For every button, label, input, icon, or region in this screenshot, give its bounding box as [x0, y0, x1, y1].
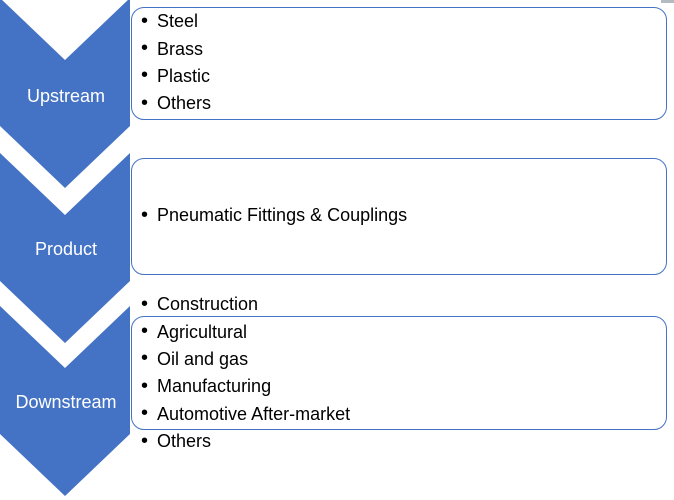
- scrollbar-artifact: [661, 0, 674, 3]
- bullet-icon: •: [141, 429, 149, 452]
- bullet-icon: •: [141, 37, 149, 60]
- list-item: [141, 291, 350, 318]
- list-item: [141, 8, 211, 35]
- bullet-icon: •: [141, 203, 149, 226]
- items-list-product: [141, 202, 407, 229]
- list-item-text: Manufacturing: [157, 376, 272, 397]
- list-item-text: Automotive After-market: [157, 403, 351, 424]
- list-item: [141, 401, 350, 428]
- items-list-upstream: [141, 8, 211, 118]
- bullet-icon: •: [141, 374, 149, 397]
- list-item: [141, 90, 211, 117]
- bullet-icon: •: [141, 320, 149, 343]
- bullet-icon: •: [141, 64, 149, 87]
- list-item: [141, 63, 211, 90]
- list-item-text: Brass: [157, 38, 204, 59]
- list-item-text: Construction: [157, 294, 259, 315]
- list-item-text: Oil and gas: [157, 348, 249, 369]
- list-item: [141, 35, 211, 62]
- list-item-text: Others: [157, 93, 212, 114]
- list-item: [141, 428, 350, 455]
- bullet-icon: •: [141, 91, 149, 114]
- list-item: [141, 346, 350, 373]
- bullet-icon: •: [141, 347, 149, 370]
- stage-label-upstream: Upstream: [26, 86, 106, 106]
- list-item-text: Agricultural: [157, 321, 248, 342]
- list-item-text: Plastic: [157, 65, 211, 86]
- list-item-text: Steel: [157, 11, 199, 32]
- bullet-icon: •: [141, 402, 149, 425]
- list-item: [141, 373, 350, 400]
- list-item: [141, 318, 350, 345]
- list-item: [141, 202, 407, 229]
- stage-label-product: Product: [34, 239, 98, 259]
- stage-label-downstream: Downstream: [15, 392, 117, 412]
- bullet-icon: •: [141, 292, 149, 315]
- items-list-downstream: [141, 291, 350, 455]
- list-item-text: Others: [157, 431, 212, 452]
- items-box-upstream: [131, 7, 667, 120]
- bullet-icon: •: [141, 9, 149, 32]
- list-item-text: Pneumatic Fittings & Couplings: [157, 205, 408, 226]
